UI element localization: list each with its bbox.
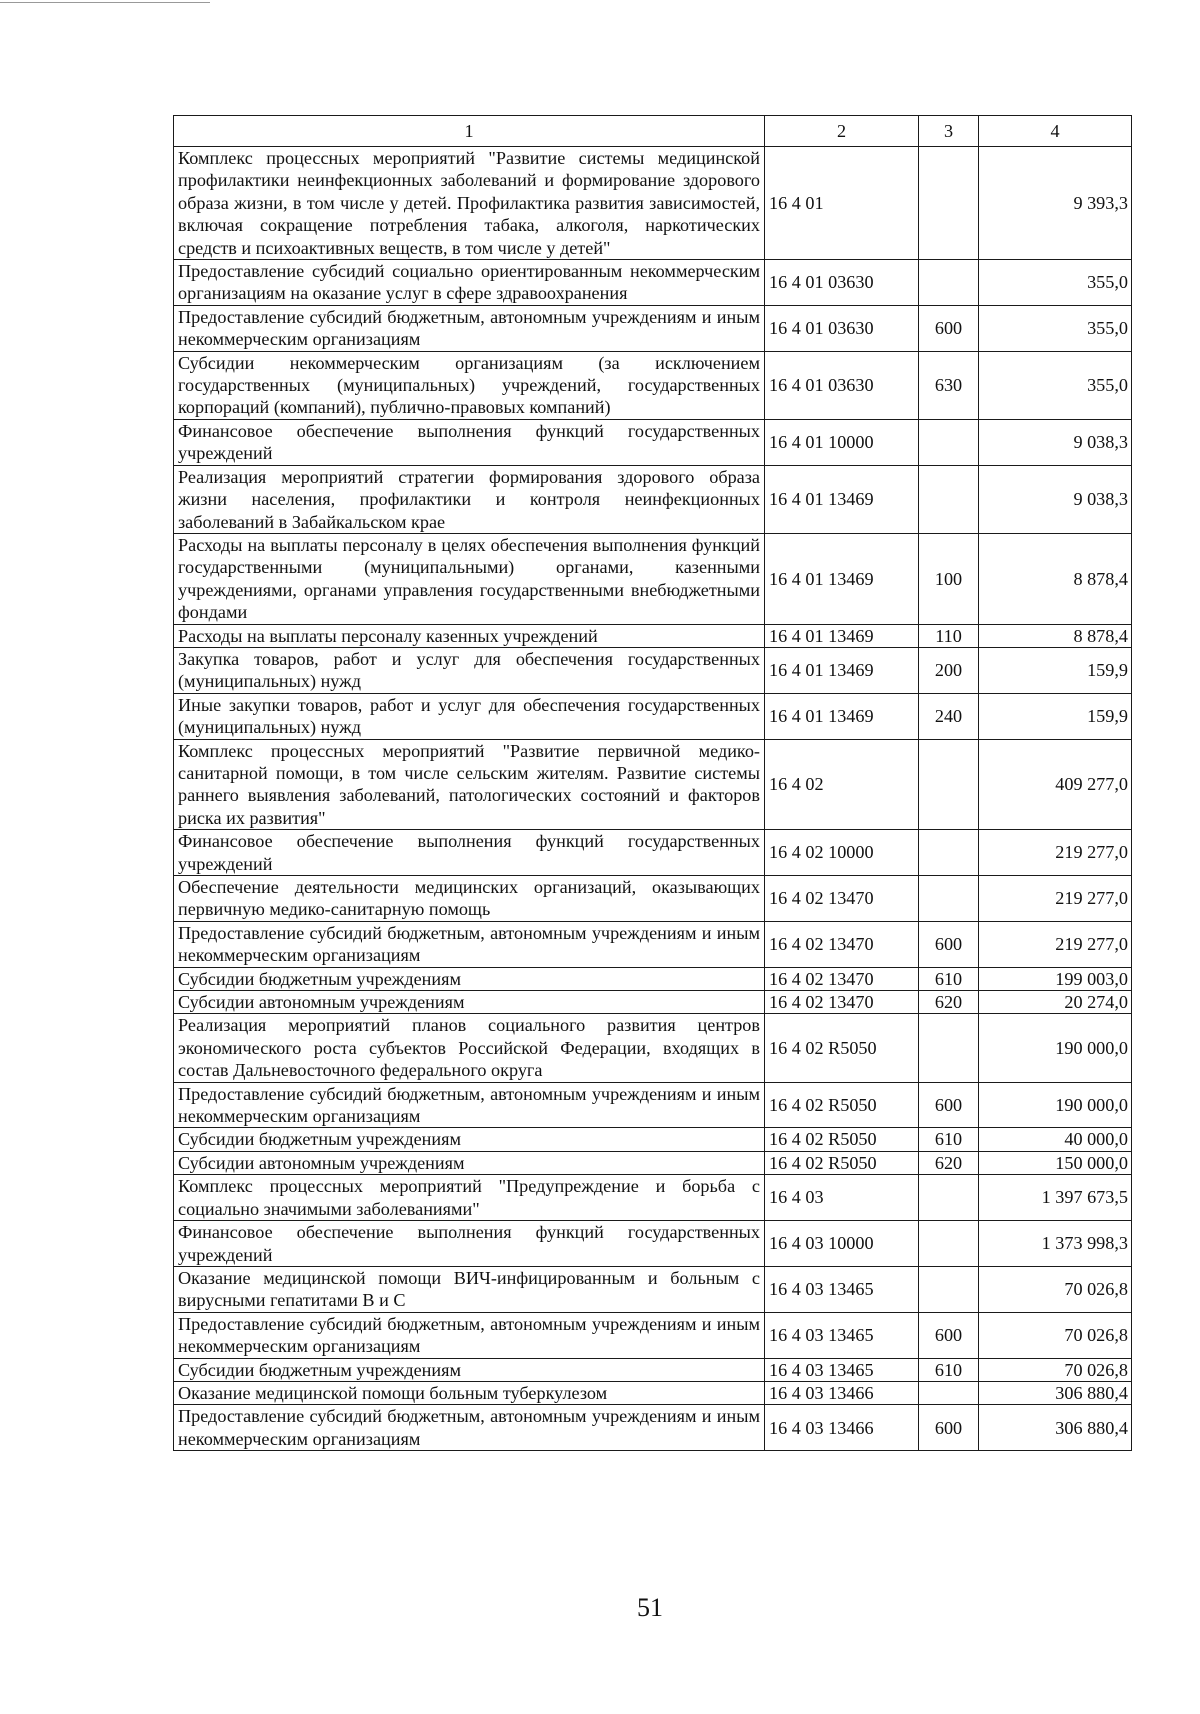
row-code-cell: 16 4 02 13470 bbox=[765, 876, 919, 922]
row-expense-type-cell: 630 bbox=[919, 351, 979, 419]
table-row bbox=[174, 465, 1132, 533]
row-expense-type-cell bbox=[919, 1014, 979, 1082]
row-name-cell: Предоставление субсидий бюджетным, автономным учреждениям и иным некоммерческим организациям bbox=[174, 921, 765, 967]
row-expense-type-cell bbox=[919, 1266, 979, 1312]
row-expense-type-cell bbox=[919, 419, 979, 465]
row-sum-cell: 70 026,8 bbox=[979, 1266, 1132, 1312]
table-row bbox=[174, 1151, 1132, 1174]
row-code-cell: 16 4 01 13469 bbox=[765, 465, 919, 533]
row-code-cell: 16 4 01 13469 bbox=[765, 533, 919, 624]
row-code-cell: 16 4 01 bbox=[765, 147, 919, 260]
row-code-cell: 16 4 02 R5050 bbox=[765, 1128, 919, 1151]
row-code-cell: 16 4 03 13466 bbox=[765, 1405, 919, 1451]
row-expense-type-cell bbox=[919, 830, 979, 876]
row-code-cell: 16 4 03 13465 bbox=[765, 1266, 919, 1312]
table-row bbox=[174, 624, 1132, 647]
row-name-cell: Финансовое обеспечение выполнения функций государственных учреждений bbox=[174, 419, 765, 465]
table-row bbox=[174, 260, 1132, 306]
row-code-cell: 16 4 02 10000 bbox=[765, 830, 919, 876]
row-name-cell: Субсидии бюджетным учреждениям bbox=[174, 1128, 765, 1151]
table-body bbox=[174, 147, 1132, 1451]
table-row bbox=[174, 991, 1132, 1014]
row-name-cell: Обеспечение деятельности медицинских организаций, оказывающих первичную медико-санитарную помощь bbox=[174, 876, 765, 922]
row-expense-type-cell: 600 bbox=[919, 1405, 979, 1451]
row-code-cell: 16 4 01 13469 bbox=[765, 693, 919, 739]
row-code-cell: 16 4 02 bbox=[765, 739, 919, 830]
row-sum-cell: 409 277,0 bbox=[979, 739, 1132, 830]
table-row bbox=[174, 647, 1132, 693]
table-row bbox=[174, 830, 1132, 876]
row-code-cell: 16 4 02 R5050 bbox=[765, 1082, 919, 1128]
row-name-cell: Субсидии автономным учреждениям bbox=[174, 1151, 765, 1174]
col-header-1: 1 bbox=[174, 116, 765, 147]
table-row bbox=[174, 693, 1132, 739]
row-expense-type-cell bbox=[919, 876, 979, 922]
col-header-2: 2 bbox=[765, 116, 919, 147]
row-sum-cell: 8 878,4 bbox=[979, 624, 1132, 647]
row-expense-type-cell: 610 bbox=[919, 1128, 979, 1151]
table-row bbox=[174, 1266, 1132, 1312]
row-name-cell: Предоставление субсидий социально ориентированным некоммерческим организациям на оказание услуг в сфере здравоохранения bbox=[174, 260, 765, 306]
row-code-cell: 16 4 03 13465 bbox=[765, 1358, 919, 1381]
row-code-cell: 16 4 03 13466 bbox=[765, 1381, 919, 1404]
table-row bbox=[174, 921, 1132, 967]
row-sum-cell: 20 274,0 bbox=[979, 991, 1132, 1014]
row-expense-type-cell bbox=[919, 1221, 979, 1267]
table-row bbox=[174, 1175, 1132, 1221]
table-row bbox=[174, 419, 1132, 465]
row-code-cell: 16 4 01 10000 bbox=[765, 419, 919, 465]
row-expense-type-cell bbox=[919, 465, 979, 533]
row-code-cell: 16 4 01 13469 bbox=[765, 647, 919, 693]
row-expense-type-cell: 600 bbox=[919, 921, 979, 967]
row-code-cell: 16 4 03 10000 bbox=[765, 1221, 919, 1267]
row-name-cell: Реализация мероприятий стратегии формирования здорового образа жизни населения, профилактики и контроля неинфекционных заболеваний в Забайкальском крае bbox=[174, 465, 765, 533]
column-number-row bbox=[174, 116, 1132, 147]
table-row bbox=[174, 1381, 1132, 1404]
budget-table bbox=[173, 115, 1132, 1451]
row-sum-cell: 70 026,8 bbox=[979, 1358, 1132, 1381]
row-sum-cell: 150 000,0 bbox=[979, 1151, 1132, 1174]
row-sum-cell: 355,0 bbox=[979, 351, 1132, 419]
row-name-cell: Расходы на выплаты персоналу казенных учреждений bbox=[174, 624, 765, 647]
row-code-cell: 16 4 01 03630 bbox=[765, 260, 919, 306]
row-code-cell: 16 4 02 13470 bbox=[765, 967, 919, 990]
row-code-cell: 16 4 01 03630 bbox=[765, 305, 919, 351]
row-sum-cell: 9 038,3 bbox=[979, 465, 1132, 533]
top-edge-line bbox=[0, 2, 210, 3]
row-expense-type-cell: 600 bbox=[919, 1082, 979, 1128]
row-sum-cell: 355,0 bbox=[979, 305, 1132, 351]
row-expense-type-cell: 600 bbox=[919, 305, 979, 351]
table-row bbox=[174, 147, 1132, 260]
row-expense-type-cell: 200 bbox=[919, 647, 979, 693]
row-name-cell: Комплекс процессных мероприятий "Предупреждение и борьба с социально значимыми заболеваниями" bbox=[174, 1175, 765, 1221]
row-expense-type-cell bbox=[919, 1175, 979, 1221]
row-code-cell: 16 4 02 13470 bbox=[765, 991, 919, 1014]
row-code-cell: 16 4 01 03630 bbox=[765, 351, 919, 419]
row-code-cell: 16 4 01 13469 bbox=[765, 624, 919, 647]
row-expense-type-cell: 620 bbox=[919, 1151, 979, 1174]
row-sum-cell: 199 003,0 bbox=[979, 967, 1132, 990]
table-row bbox=[174, 1128, 1132, 1151]
row-name-cell: Субсидии бюджетным учреждениям bbox=[174, 1358, 765, 1381]
row-expense-type-cell: 240 bbox=[919, 693, 979, 739]
table-row bbox=[174, 876, 1132, 922]
row-expense-type-cell: 610 bbox=[919, 967, 979, 990]
table-row bbox=[174, 1221, 1132, 1267]
col-header-4: 4 bbox=[979, 116, 1132, 147]
table-row bbox=[174, 533, 1132, 624]
row-expense-type-cell bbox=[919, 147, 979, 260]
row-expense-type-cell bbox=[919, 260, 979, 306]
row-sum-cell: 40 000,0 bbox=[979, 1128, 1132, 1151]
row-name-cell: Субсидии бюджетным учреждениям bbox=[174, 967, 765, 990]
row-name-cell: Субсидии некоммерческим организациям (за исключением государственных (муниципальных) учреждений, государственных корпораций (компаний), публично-правовых компаний) bbox=[174, 351, 765, 419]
row-sum-cell: 9 393,3 bbox=[979, 147, 1132, 260]
row-sum-cell: 70 026,8 bbox=[979, 1312, 1132, 1358]
row-sum-cell: 159,9 bbox=[979, 693, 1132, 739]
row-sum-cell: 219 277,0 bbox=[979, 921, 1132, 967]
row-expense-type-cell: 600 bbox=[919, 1312, 979, 1358]
row-sum-cell: 8 878,4 bbox=[979, 533, 1132, 624]
col-header-3: 3 bbox=[919, 116, 979, 147]
table-row bbox=[174, 1014, 1132, 1082]
row-sum-cell: 219 277,0 bbox=[979, 830, 1132, 876]
row-sum-cell: 219 277,0 bbox=[979, 876, 1132, 922]
page-number: 51 bbox=[637, 1593, 663, 1622]
row-name-cell: Предоставление субсидий бюджетным, автономным учреждениям и иным некоммерческим организациям bbox=[174, 305, 765, 351]
row-name-cell: Реализация мероприятий планов социального развития центров экономического роста субъектов Российской Федерации, входящих в состав Дальневосточного федерального округа bbox=[174, 1014, 765, 1082]
table-row bbox=[174, 305, 1132, 351]
row-name-cell: Расходы на выплаты персоналу в целях обеспечения выполнения функций государственными (муниципальными) органами, казенными учреждениями, органами управления государственными внебюджетными фондами bbox=[174, 533, 765, 624]
table-row bbox=[174, 351, 1132, 419]
row-expense-type-cell: 610 bbox=[919, 1358, 979, 1381]
row-code-cell: 16 4 02 R5050 bbox=[765, 1151, 919, 1174]
row-sum-cell: 159,9 bbox=[979, 647, 1132, 693]
row-expense-type-cell: 620 bbox=[919, 991, 979, 1014]
table-row bbox=[174, 1082, 1132, 1128]
row-sum-cell: 1 373 998,3 bbox=[979, 1221, 1132, 1267]
row-name-cell: Финансовое обеспечение выполнения функций государственных учреждений bbox=[174, 1221, 765, 1267]
row-name-cell: Иные закупки товаров, работ и услуг для обеспечения государственных (муниципальных) нужд bbox=[174, 693, 765, 739]
row-sum-cell: 9 038,3 bbox=[979, 419, 1132, 465]
row-sum-cell: 306 880,4 bbox=[979, 1405, 1132, 1451]
table-row bbox=[174, 1358, 1132, 1381]
row-name-cell: Оказание медицинской помощи больным туберкулезом bbox=[174, 1381, 765, 1404]
row-name-cell: Предоставление субсидий бюджетным, автономным учреждениям и иным некоммерческим организациям bbox=[174, 1405, 765, 1451]
row-expense-type-cell bbox=[919, 739, 979, 830]
row-name-cell: Комплекс процессных мероприятий "Развитие системы медицинской профилактики неинфекционных заболеваний и формирование здорового образа жизни, в том числе у детей. Профилактика развития зависимостей, включая сокращение потребления табака, алкоголя, наркотических средств и психоактивных веществ, в том числе у детей" bbox=[174, 147, 765, 260]
row-code-cell: 16 4 03 bbox=[765, 1175, 919, 1221]
row-name-cell: Предоставление субсидий бюджетным, автономным учреждениям и иным некоммерческим организациям bbox=[174, 1082, 765, 1128]
row-name-cell: Предоставление субсидий бюджетным, автономным учреждениям и иным некоммерческим организациям bbox=[174, 1312, 765, 1358]
row-sum-cell: 190 000,0 bbox=[979, 1014, 1132, 1082]
row-sum-cell: 306 880,4 bbox=[979, 1381, 1132, 1404]
row-name-cell: Субсидии автономным учреждениям bbox=[174, 991, 765, 1014]
row-name-cell: Закупка товаров, работ и услуг для обеспечения государственных (муниципальных) нужд bbox=[174, 647, 765, 693]
table-row bbox=[174, 967, 1132, 990]
row-code-cell: 16 4 02 13470 bbox=[765, 921, 919, 967]
table-row bbox=[174, 1312, 1132, 1358]
row-name-cell: Комплекс процессных мероприятий "Развитие первичной медико-санитарной помощи, в том числе сельским жителям. Развитие системы раннего выявления заболеваний, патологических состояний и факторов риска их развития" bbox=[174, 739, 765, 830]
row-expense-type-cell bbox=[919, 1381, 979, 1404]
row-code-cell: 16 4 02 R5050 bbox=[765, 1014, 919, 1082]
row-sum-cell: 355,0 bbox=[979, 260, 1132, 306]
row-name-cell: Финансовое обеспечение выполнения функций государственных учреждений bbox=[174, 830, 765, 876]
row-name-cell: Оказание медицинской помощи ВИЧ-инфицированным и больным с вирусными гепатитами B и C bbox=[174, 1266, 765, 1312]
table-row bbox=[174, 739, 1132, 830]
table-row bbox=[174, 1405, 1132, 1451]
row-sum-cell: 1 397 673,5 bbox=[979, 1175, 1132, 1221]
row-sum-cell: 190 000,0 bbox=[979, 1082, 1132, 1128]
row-code-cell: 16 4 03 13465 bbox=[765, 1312, 919, 1358]
row-expense-type-cell: 100 bbox=[919, 533, 979, 624]
row-expense-type-cell: 110 bbox=[919, 624, 979, 647]
